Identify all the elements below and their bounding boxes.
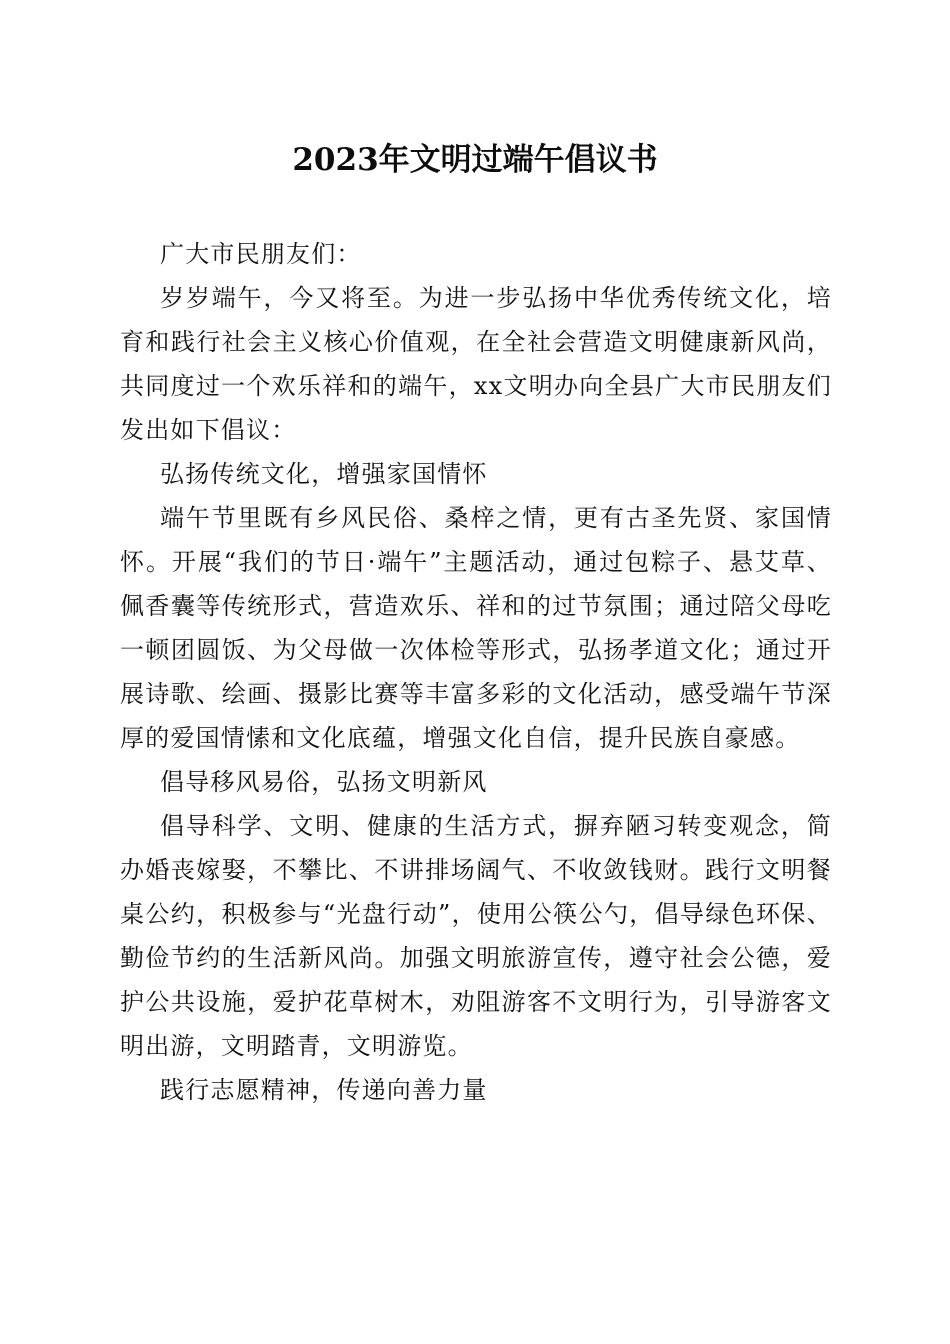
customs-paragraph: 倡导科学、文明、健康的生活方式，摒弃陋习转变观念，简办婚丧嫁娶，不攀比、不讲排场阔气、不收敛钱财。践行文明餐桌公约，积极参与“光盘行动”，使用公筷公勺，倡导绿色环保、勤俭节约的生活新风尚。加强文明旅游宣传，遵守社会公德，爱护公共设施，爱护花草树木，劝阻游客不文明行为，引导游客文明出游，文明踏青，文明游览。 — [120, 812, 832, 1060]
document-body — [120, 232, 832, 1112]
salutation: 广大市民朋友们： — [160, 240, 362, 268]
section-heading-culture: 弘扬传统文化，增强家国情怀 — [160, 460, 488, 488]
document-title: 2023年文明过端午倡议书 — [292, 142, 658, 178]
section-heading-volunteer: 践行志愿精神，传递向善力量 — [160, 1076, 488, 1104]
section-heading-customs: 倡导移风易俗，弘扬文明新风 — [160, 768, 488, 796]
intro-paragraph: 岁岁端午，今又将至。为进一步弘扬中华优秀传统文化，培育和践行社会主义核心价值观，在全社会营造文明健康新风尚，共同度过一个欢乐祥和的端午，xx文明办向全县广大市民朋友们发出如下倡议： — [120, 284, 832, 444]
culture-paragraph: 端午节里既有乡风民俗、桑梓之情，更有古圣先贤、家国情怀。开展“我们的节日·端午”主题活动，通过包粽子、悬艾草、佩香囊等传统形式，营造欢乐、祥和的过节氛围；通过陪父母吃一顿团圆饭、为父母做一次体检等形式，弘扬孝道文化；通过开展诗歌、绘画、摄影比赛等丰富多彩的文化活动，感受端午节深厚的爱国情愫和文化底蕴，增强文化自信，提升民族自豪感。 — [120, 504, 832, 752]
